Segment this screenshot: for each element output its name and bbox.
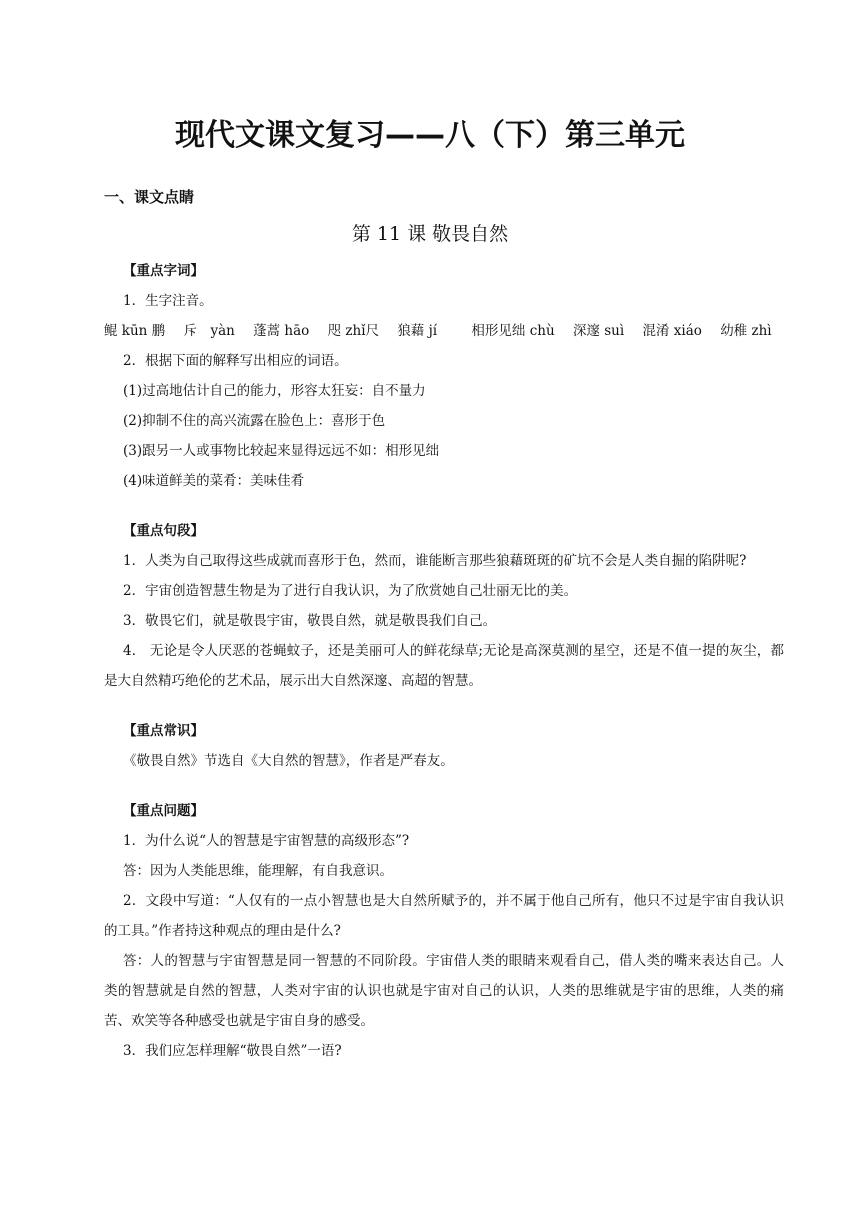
definition-item: (1)过高地估计自己的能力，形容太狂妄：自不量力 [123,383,426,399]
key-sentence-item: 1．人类为自己取得这些成就而喜形于色，然而，谁能断言那些狼藉斑斑的矿坑不会是人类自掘的陷阱呢? [123,553,747,569]
pinyin-item: 幼稚 zhì [720,323,772,339]
key-words-q2: 2．根据下面的解释写出相应的词语。 [123,353,348,369]
pinyin-item: 咫 zhǐ尺 [327,323,380,339]
question-item: 1．为什么说“人的智慧是宇宙智慧的高级形态”? [123,833,410,849]
question-item: 2．文段中写道：“人仅有的一点小智慧也是大自然所赋予的，并不属于他自己所有，他只不过是宇宙自我认识的工具。”作者持这种观点的理由是什么? [104,893,784,939]
answer-item: 答：人的智慧与宇宙智慧是同一智慧的不同阶段。宇宙借人类的眼睛来观看自己，借人类的嘴来表达自己。人类的智慧就是自然的智慧，人类对宇宙的认识也就是宇宙对自己的认识，人类的思维就是宇宙的思维，人类的痛苦、欢笑等各种感受也就是宇宙自身的感受。 [104,953,784,1029]
pinyin-item: 混淆 xiáo [642,323,702,339]
key-questions-label: 【重点问题】 [123,803,204,819]
definition-item: (2)抑制不住的高兴流露在脸色上：喜形于色 [123,413,386,429]
pinyin-item: 深邃 suì [572,323,625,339]
pinyin-item: 斥 yàn [183,323,235,339]
document-title: 现代文课文复习——八（下）第三单元 [175,118,685,153]
definition-item: (3)跟另一人或事物比较起来显得远远不如：相形见绌 [123,443,440,459]
definition-item: (4)味道鲜美的菜肴：美味佳肴 [123,473,305,489]
key-words-label: 【重点字词】 [123,263,204,279]
answer-item: 答：因为人类能思维，能理解，有自我意识。 [123,863,393,879]
key-sentence-item: 4． 无论是令人厌恶的苍蝇蚊子，还是美丽可人的鲜花绿草;无论是高深莫测的星空，还是不值一提的灰尘，都是大自然精巧绝伦的艺术品，展示出大自然深邃、高超的智慧。 [104,643,784,689]
document-body [104,256,784,1066]
key-sentence-item: 2．宇宙创造智慧生物是为了进行自我认识，为了欣赏她自己壮丽无比的美。 [123,583,578,599]
pinyin-list [104,316,784,346]
pinyin-item: 蓬蒿 hāo [253,323,310,339]
section-heading: 一、课文点睛 [104,188,195,206]
question-item: 3．我们应怎样理解“敬畏自然”一语? [123,1043,342,1059]
key-knowledge-text: 《敬畏自然》节选自《大自然的智慧》，作者是严春友。 [123,753,454,769]
pinyin-item: 鲲 kūn 鹏 [104,323,166,339]
key-words-q1: 1．生字注音。 [123,293,213,309]
key-knowledge-label: 【重点常识】 [123,723,204,739]
pinyin-item: 狼藉 jí [397,323,438,339]
key-sentences-label: 【重点句段】 [123,523,204,539]
key-sentence-item: 3．敬畏它们，就是敬畏宇宙，敬畏自然，就是敬畏我们自己。 [123,613,497,629]
lesson-title: 第 11 课 敬畏自然 [351,223,509,245]
pinyin-item: 相形见绌 chù [471,323,555,339]
